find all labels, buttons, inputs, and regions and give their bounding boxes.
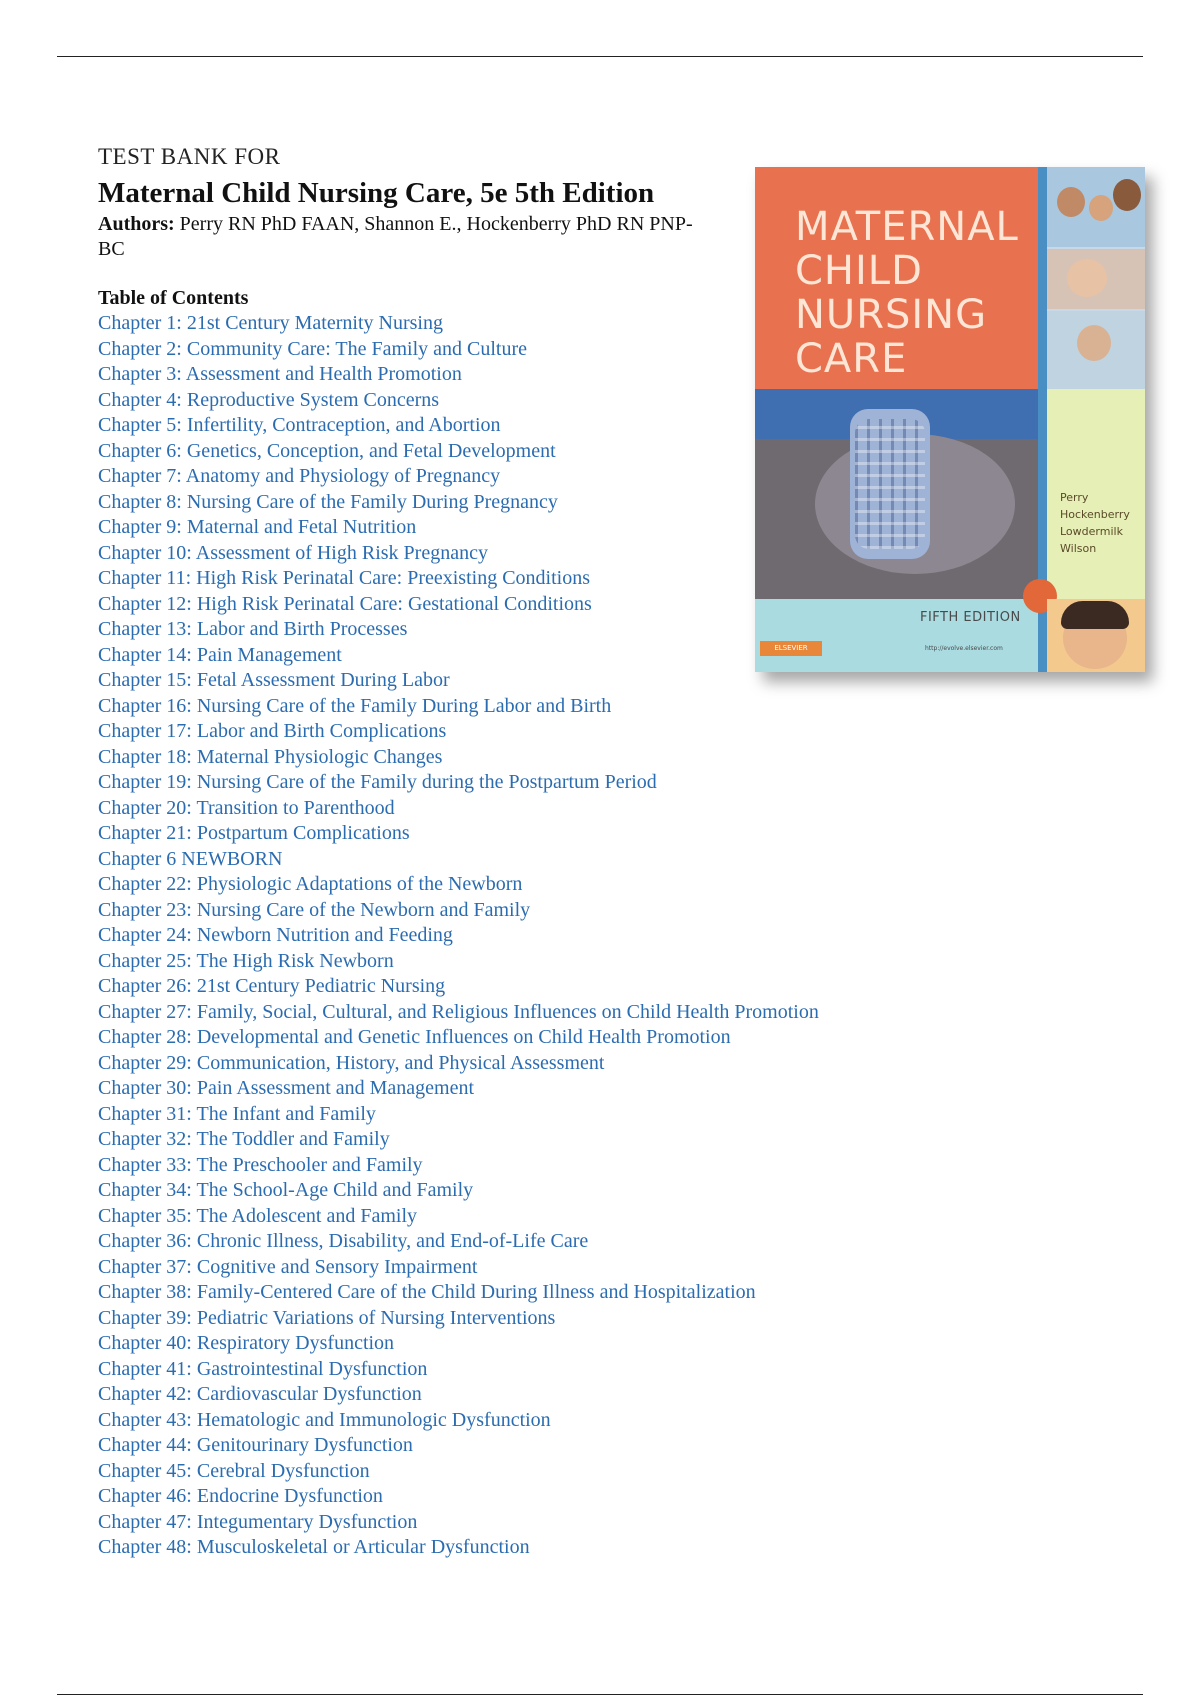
toc-chapter-link[interactable]: Chapter 3: Assessment and Health Promotion <box>98 363 462 385</box>
toc-chapter-link[interactable]: Chapter 34: The School-Age Child and Family <box>98 1179 474 1201</box>
toc-chapter-link[interactable]: Chapter 27: Family, Social, Cultural, and Religious Influences on Child Health Promotion <box>98 1000 819 1023</box>
cover-face <box>1067 259 1107 297</box>
toc-chapter-link[interactable]: Chapter 46: Endocrine Dysfunction <box>98 1485 383 1507</box>
publisher-logo: ELSEVIER <box>760 641 822 656</box>
toc-chapter-link[interactable]: Chapter 8: Nursing Care of the Family During Pregnancy <box>98 490 558 513</box>
toc-heading: Table of Contents <box>98 287 249 309</box>
toc-chapter-link[interactable]: Chapter 30: Pain Assessment and Management <box>98 1077 475 1099</box>
toc-chapter-link[interactable]: Chapter 6 NEWBORN <box>98 847 283 870</box>
toc-chapter-link[interactable]: Chapter 41: Gastrointestinal Dysfunction <box>98 1357 428 1380</box>
toc-chapter-link[interactable]: Chapter 13: Labor and Birth Processes <box>98 618 408 640</box>
toc-chapter-link[interactable]: Chapter 11: High Risk Perinatal Care: Preexisting Conditions <box>98 567 590 589</box>
cover-face <box>1089 195 1113 221</box>
cover-edition: FIFTH EDITION <box>920 610 1021 625</box>
toc-chapter-link[interactable]: Chapter 19: Nursing Care of the Family during the Postpartum Period <box>98 771 657 793</box>
toc-chapter-link[interactable]: Chapter 18: Maternal Physiologic Changes <box>98 745 443 768</box>
cover-photo-child <box>1047 599 1145 672</box>
toc-chapter-link[interactable]: Chapter 39: Pediatric Variations of Nursing Interventions <box>98 1306 556 1329</box>
toc-chapter-link[interactable]: Chapter 43: Hematologic and Immunologic Dysfunction <box>98 1408 551 1431</box>
toc-chapter-link[interactable]: Chapter 21: Postpartum Complications <box>98 822 410 844</box>
toc-chapter-link[interactable]: Chapter 24: Newborn Nutrition and Feeding <box>98 924 453 946</box>
top-rule <box>57 56 1143 57</box>
cover-photo-pregnancy <box>755 389 1038 599</box>
cover-face <box>1057 187 1085 217</box>
toc-chapter-link[interactable]: Chapter 47: Integumentary Dysfunction <box>98 1510 418 1533</box>
toc-chapter-link[interactable]: Chapter 9: Maternal and Fetal Nutrition <box>98 516 417 538</box>
toc-chapter-link[interactable]: Chapter 20: Transition to Parenthood <box>98 796 395 819</box>
toc-chapter-link[interactable]: Chapter 17: Labor and Birth Complications <box>98 720 447 742</box>
cover-title-line: CHILD <box>795 248 923 294</box>
table-of-contents <box>98 311 819 1561</box>
cover-photo-column <box>1047 167 1145 389</box>
toc-chapter-link[interactable]: Chapter 14: Pain Management <box>98 643 342 666</box>
toc-chapter-link[interactable]: Chapter 31: The Infant and Family <box>98 1102 376 1125</box>
cover-url: http://evolve.elsevier.com <box>925 645 1003 652</box>
toc-chapter-link[interactable]: Chapter 7: Anatomy and Physiology of Pregnancy <box>98 465 501 487</box>
cover-title-line: CARE <box>795 336 908 382</box>
authors-label: Authors: <box>98 213 175 235</box>
bottom-rule <box>57 1694 1143 1695</box>
toc-chapter-link[interactable]: Chapter 33: The Preschooler and Family <box>98 1153 423 1176</box>
toc-chapter-link[interactable]: Chapter 32: The Toddler and Family <box>98 1128 390 1150</box>
cover-author-name: Wilson <box>1060 542 1097 555</box>
toc-chapter-link[interactable]: Chapter 29: Communication, History, and Physical Assessment <box>98 1051 605 1074</box>
cover-photo-infant <box>1047 249 1145 309</box>
cover-face <box>1077 325 1111 361</box>
toc-chapter-link[interactable]: Chapter 45: Cerebral Dysfunction <box>98 1459 370 1482</box>
toc-chapter-link[interactable]: Chapter 26: 21st Century Pediatric Nursing <box>98 975 446 997</box>
toc-chapter-link[interactable]: Chapter 40: Respiratory Dysfunction <box>98 1332 395 1354</box>
cover-child-hair <box>1061 601 1129 629</box>
toc-chapter-link[interactable]: Chapter 5: Infertility, Contraception, and Abortion <box>98 414 501 436</box>
toc-chapter-link[interactable]: Chapter 2: Community Care: The Family and Culture <box>98 337 528 360</box>
toc-chapter-link[interactable]: Chapter 16: Nursing Care of the Family During Labor and Birth <box>98 694 612 717</box>
toc-chapter-link[interactable]: Chapter 37: Cognitive and Sensory Impairment <box>98 1255 478 1278</box>
cover-author-name: Perry <box>1060 491 1089 504</box>
cover-title-line: MATERNAL <box>795 204 1019 250</box>
toc-chapter-link[interactable]: Chapter 38: Family-Centered Care of the Child During Illness and Hospitalization <box>98 1281 756 1303</box>
cover-title <box>795 205 1019 381</box>
toc-chapter-link[interactable]: Chapter 6: Genetics, Conception, and Fetal Development <box>98 439 556 462</box>
toc-chapter-link[interactable]: Chapter 10: Assessment of High Risk Pregnancy <box>98 541 488 564</box>
book-title: Maternal Child Nursing Care, 5e 5th Edition <box>98 177 655 209</box>
toc-chapter-link[interactable]: Chapter 44: Genitourinary Dysfunction <box>98 1434 413 1456</box>
toc-chapter-link[interactable]: Chapter 48: Musculoskeletal or Articular Dysfunction <box>98 1536 530 1558</box>
toc-chapter-link[interactable]: Chapter 12: High Risk Perinatal Care: Gestational Conditions <box>98 592 592 615</box>
authors-line <box>98 212 718 262</box>
document-header <box>98 143 718 262</box>
cover-plaid-pants <box>855 419 925 549</box>
toc-chapter-link[interactable]: Chapter 36: Chronic Illness, Disability, and End-of-Life Care <box>98 1230 589 1252</box>
toc-chapter-link[interactable]: Chapter 35: The Adolescent and Family <box>98 1204 418 1227</box>
toc-chapter-link[interactable]: Chapter 4: Reproductive System Concerns <box>98 388 440 411</box>
toc-chapter-link[interactable]: Chapter 25: The High Risk Newborn <box>98 949 394 972</box>
cover-author-name: Hockenberry <box>1060 508 1130 521</box>
toc-chapter-link[interactable]: Chapter 28: Developmental and Genetic Influences on Child Health Promotion <box>98 1026 731 1048</box>
cover-photo-family <box>1047 167 1145 247</box>
cover-face <box>1113 179 1141 211</box>
toc-chapter-link[interactable]: Chapter 42: Cardiovascular Dysfunction <box>98 1383 422 1405</box>
toc-chapter-link[interactable]: Chapter 22: Physiologic Adaptations of the Newborn <box>98 873 523 895</box>
cover-title-line: NURSING <box>795 292 988 338</box>
cover-author-name: Lowdermilk <box>1060 525 1123 538</box>
toc-chapter-link[interactable]: Chapter 1: 21st Century Maternity Nursing <box>98 312 443 334</box>
kicker-text: TEST BANK FOR <box>98 144 281 169</box>
toc-chapter-link[interactable]: Chapter 23: Nursing Care of the Newborn and Family <box>98 898 531 921</box>
cover-photo-nurse <box>1047 311 1145 389</box>
book-cover-image <box>755 167 1145 672</box>
toc-chapter-link[interactable]: Chapter 15: Fetal Assessment During Labor <box>98 669 450 691</box>
authors-names: Perry RN PhD FAAN, Shannon E., Hockenberry PhD RN PNP-BC <box>98 213 693 260</box>
cover-authors <box>1060 489 1130 557</box>
